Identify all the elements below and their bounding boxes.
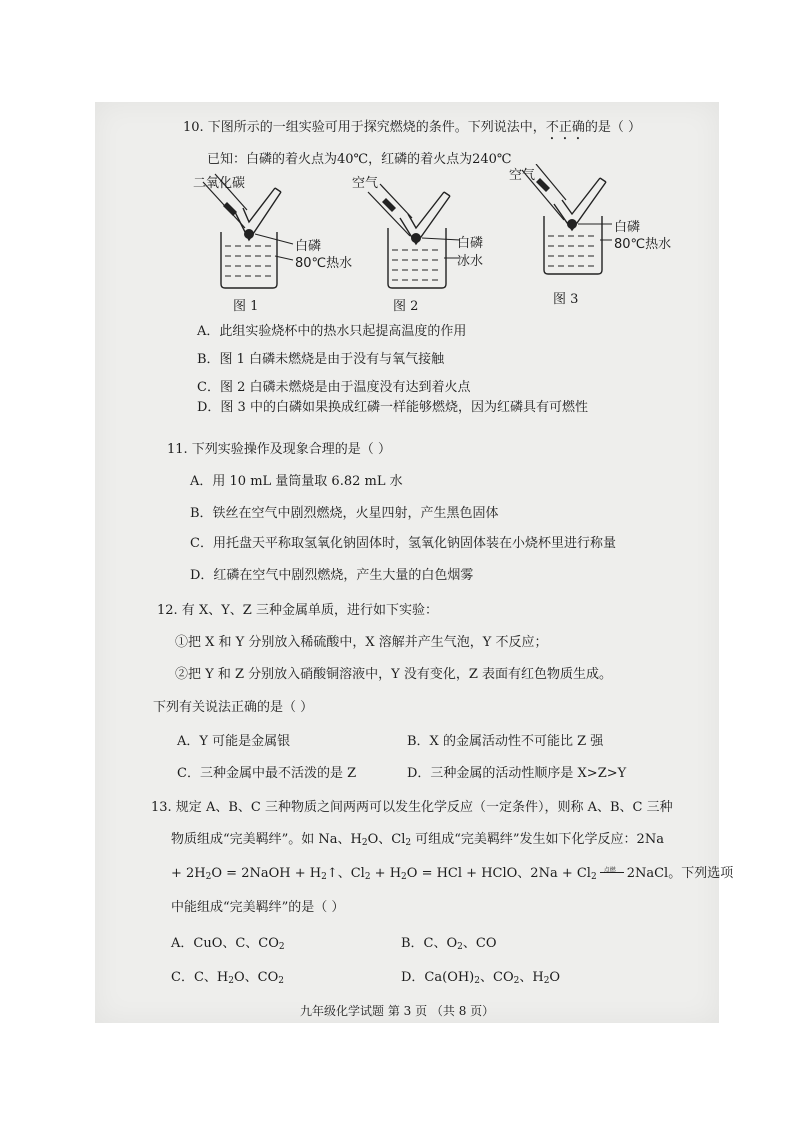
q10-option-c: C．图 2 白磷未燃烧是由于温度没有达到着火点 — [197, 380, 471, 395]
q13-option-b: B．C、$O_2$、CO — [401, 936, 497, 952]
q11-stem: 11. 下列实验操作及现象合理的是（ ） — [167, 442, 391, 457]
figure-2 — [360, 172, 520, 292]
fig2-caption: 图 2 — [393, 299, 419, 314]
fig2-label-icewater: 冰水 — [457, 254, 484, 269]
q10-stem: 10. 下图所示的一组实验可用于探究燃烧的条件。下列说法中，不正确的是（ ） — [183, 120, 641, 135]
q10-known: 已知：白磷的着火点为40℃，红磷的着火点为240℃ — [207, 152, 512, 167]
fig1-label-phosphorus: 白磷 — [295, 239, 322, 254]
q13-option-d: D．$Ca(OH)_2$、$CO_2$、$H_2O$ — [401, 970, 561, 986]
fig1-caption: 图 1 — [233, 299, 259, 314]
figure-3-apparatus — [520, 164, 700, 284]
fig1-gas-label: 二氧化碳 — [193, 176, 246, 191]
fig3-label-phosphorus: 白磷 — [614, 220, 641, 235]
q12-question: 下列有关说法正确的是（ ） — [153, 700, 314, 715]
q13-line1: 13. 规定 A、B、C 三种物质之间两两可以发生化学反应（一定条件），则称 A、B、C 三种 — [151, 800, 673, 815]
q11-option-c: C．用托盘天平称取氢氧化钠固体时，氢氧化钠固体装在小烧杯里进行称量 — [190, 536, 616, 551]
fig3-caption: 图 3 — [553, 292, 579, 307]
fig3-label-water: 80℃热水 — [614, 237, 672, 252]
reaction-arrow: 点燃 — [600, 872, 624, 873]
q12-option-c: C．三种金属中最不活泼的是 Z — [177, 766, 357, 781]
q12-step1: ①把 X 和 Y 分别放入稀硫酸中，X 溶解并产生气泡，Y 不反应； — [175, 635, 548, 650]
q11-option-a: A．用 10 mL 量筒量取 6.82 mL 水 — [190, 474, 403, 489]
exam-page — [95, 102, 734, 1023]
q12-option-b: B．X 的金属活动性不可能比 Z 强 — [407, 734, 604, 749]
fig2-gas-label: 空气 — [352, 176, 379, 191]
q13-option-a: A．CuO、C、$CO_2$ — [171, 936, 285, 952]
fig1-label-water: 80℃热水 — [295, 256, 353, 271]
page-footer: 九年级化学试题 第 3 页 （共 8 页） — [300, 1004, 495, 1018]
q10-option-a: A．此组实验烧杯中的热水只起提高温度的作用 — [197, 324, 467, 339]
q12-option-a: A．Y 可能是金属银 — [177, 734, 291, 749]
q11-option-d: D．红磷在空气中剧烈燃烧，产生大量的白色烟雾 — [190, 568, 474, 583]
fig2-label-phosphorus: 白磷 — [457, 236, 484, 251]
q10-option-d: D．图 3 中的白磷如果换成红磷一样能够燃烧，因为红磷具有可燃性 — [197, 400, 588, 415]
q13-line3: + $2H_2O$ = 2NaOH + $H_2↑$、$Cl_2 + H_2O$ = HCl + HClO、$2Na + Cl_2$ 点燃 2NaCl。下列选项 — [171, 866, 734, 882]
fig3-gas-label: 空气 — [509, 168, 536, 183]
figure-2-apparatus — [360, 172, 520, 292]
figure-3 — [520, 164, 700, 284]
q12-step2: ②把 Y 和 Z 分别放入硝酸铜溶液中，Y 没有变化，Z 表面有红色物质生成。 — [175, 667, 613, 682]
q10-option-b: B．图 1 白磷未燃烧是由于没有与氧气接触 — [197, 352, 445, 367]
q12-stem: 12. 有 X、Y、Z 三种金属单质，进行如下实验： — [157, 603, 438, 618]
q13-line2: 物质组成“完美羁绊”。如 Na、$H_2O$、$Cl_2$ 可组成“完美羁绊”发生如下化学反应：2Na — [171, 832, 664, 848]
q13-line4: 中能组成“完美羁绊”的是（ ） — [171, 900, 345, 915]
q11-option-b: B．铁丝在空气中剧烈燃烧，火星四射，产生黑色固体 — [190, 506, 499, 521]
q13-option-c: C．C、$H_2O$、$CO_2$ — [171, 970, 284, 986]
q12-option-d: D．三种金属的活动性顺序是 X>Z>Y — [407, 766, 627, 781]
